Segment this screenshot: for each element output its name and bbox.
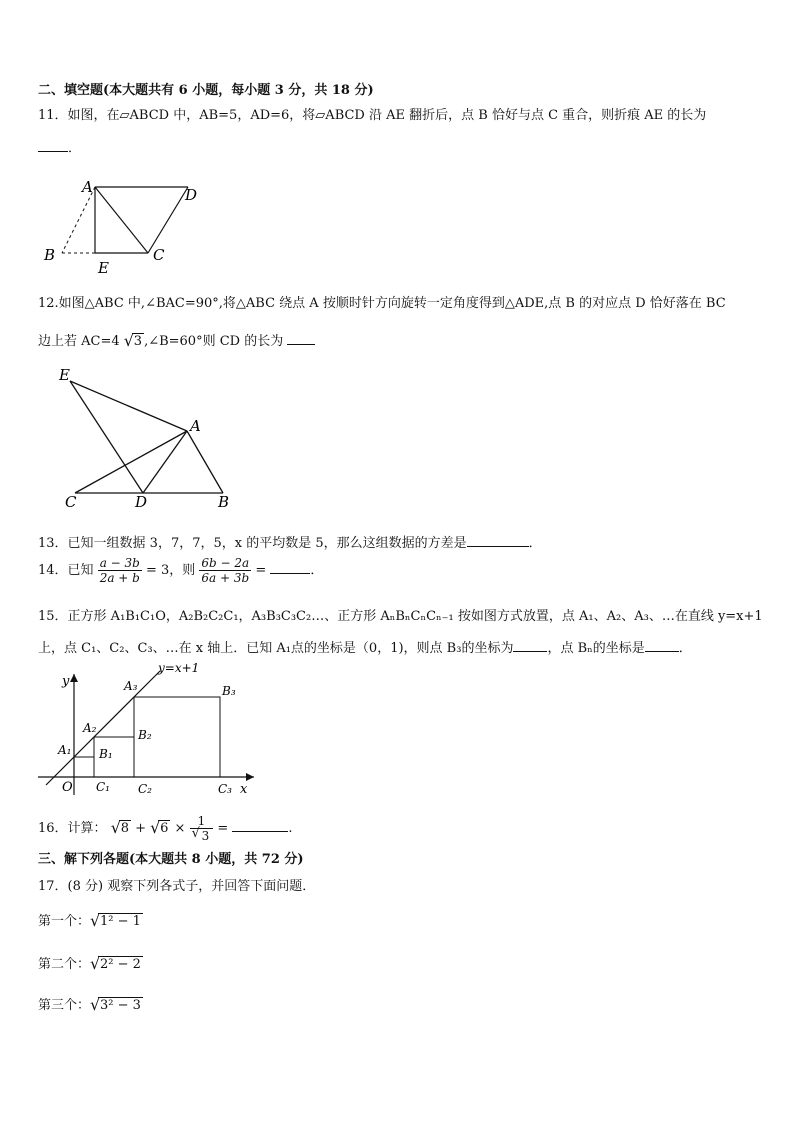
answer-blank: [270, 561, 310, 574]
answer-blank: [232, 819, 288, 832]
label-E: E: [59, 366, 70, 384]
label-A: A: [190, 417, 201, 435]
question-11-answer-line: [38, 137, 81, 156]
q15-squares-figure: [36, 660, 266, 800]
sqrt-8: √ 8: [110, 818, 129, 837]
radicand: 3: [133, 334, 143, 349]
q12-prefix: 边上若 AC=4: [38, 334, 120, 349]
label-A2: A₂: [83, 721, 97, 735]
punctuation: ．: [68, 141, 82, 156]
sqrt-expression: √ 3² − 3: [90, 995, 141, 1014]
q12-suffix: ,∠B=60°则 CD 的长为: [144, 334, 284, 349]
q14-mid: = 3，则: [141, 563, 196, 578]
q12-triangle-figure: [55, 365, 255, 515]
label-C3: C₃: [218, 782, 232, 796]
label-D: D: [185, 186, 198, 204]
q15-part-b: ，点 Bₙ的坐标是: [547, 641, 645, 656]
q13-text: 13．已知一组数据 3，7，7，5，x 的平均数是 5，那么这组数据的方差是: [38, 536, 467, 551]
sqrt-6: √ 6: [150, 818, 169, 837]
question-12-line1: 12.如图△ABC 中,∠BAC=90°,将△ABC 绕点 A 按顺时针方向旋转一定角度得到△ADE,点 B 的对应点 D 恰好落在 BC: [38, 296, 726, 311]
answer-blank: [513, 639, 547, 652]
sqrt-expression: √ 1² − 1: [90, 911, 141, 930]
label-E: E: [98, 259, 109, 277]
fraction-target: $\frac{6b - 2a}{6a + 3b}$: [201, 556, 250, 585]
sqrt-expression: √ 3: [123, 331, 143, 350]
q15-part-a: 上，点 C₁、C₂、C₃、…在 x 轴上．已知 A₁点的坐标是（0，1)，则点 B₃的坐标为: [38, 641, 514, 656]
section-heading: 二、填空题(本大题共有 6 小题，每小题 3 分，共 18 分): [38, 83, 374, 98]
q17-item-2: [38, 953, 143, 972]
label-A1: A₁: [58, 743, 72, 757]
item-label: 第二个：: [38, 957, 91, 972]
punctuation: ．: [310, 563, 324, 578]
label-B: B: [44, 246, 56, 264]
section-heading: 三、解下列各题(本大题共 8 小题，共 72 分): [38, 852, 304, 867]
axis-x-label: x: [240, 782, 248, 797]
question-16: [38, 814, 293, 843]
label-C: C: [65, 493, 77, 511]
punctuation: ．: [678, 641, 692, 656]
question-14: [38, 556, 323, 585]
axis-y-label: y: [62, 674, 70, 689]
q17-item-1: [38, 910, 143, 929]
fraction-given: $\frac{a - 3b}{2a + b}$: [99, 556, 140, 585]
plus-sign: +: [130, 821, 151, 836]
answer-blank: [38, 139, 68, 152]
label-O: O: [62, 780, 73, 795]
question-12-line2: [38, 330, 315, 349]
label-B1: B₁: [99, 747, 113, 761]
answer-blank: [645, 639, 679, 652]
question-13: [38, 532, 542, 551]
q11-parallelogram-figure: [40, 175, 220, 275]
q17-item-3: [38, 994, 143, 1013]
fraction-one-over-sqrt3: 1 √ 3: [190, 814, 214, 843]
label-A3: A₃: [124, 679, 138, 693]
question-17-text: 17．(8 分) 观察下列各式子，并回答下面问题．: [38, 879, 316, 894]
label-C2: C₂: [138, 782, 152, 796]
equals: =: [251, 563, 271, 578]
question-15-line1: 15．正方形 A₁B₁C₁O，A₂B₂C₂C₁，A₃B₃C₃C₂…、正方形 AₙBₙCₙCₙ₋₁ 按如图方式放置，点 A₁、A₂、A₃、…在直线 y=x+1: [38, 609, 763, 624]
answer-blank: [467, 534, 529, 547]
label-B3: B₃: [222, 684, 236, 698]
label-B2: B₂: [138, 728, 152, 742]
question-15-line2: [38, 637, 692, 656]
answer-blank: [287, 332, 315, 345]
equals: =: [213, 821, 233, 836]
item-label: 第一个：: [38, 914, 91, 929]
label-C: C: [153, 246, 165, 264]
line-label: y=x+1: [158, 661, 200, 675]
label-C1: C₁: [96, 780, 110, 794]
q16-prefix: 16．计算：: [38, 821, 107, 836]
label-A: A: [82, 178, 93, 196]
item-label: 第三个：: [38, 998, 91, 1013]
times-sign: ×: [170, 821, 190, 836]
sqrt-expression: √ 2² − 2: [90, 954, 141, 973]
punctuation: ．: [528, 536, 542, 551]
q14-prefix: 14．已知: [38, 563, 94, 578]
label-D: D: [135, 493, 148, 511]
question-11-text: 11．如图，在▱ABCD 中，AB=5，AD=6，将▱ABCD 沿 AE 翻折后，点 B 恰好与点 C 重合，则折痕 AE 的长为: [38, 108, 707, 123]
punctuation: .: [288, 821, 293, 836]
label-B: B: [218, 493, 230, 511]
